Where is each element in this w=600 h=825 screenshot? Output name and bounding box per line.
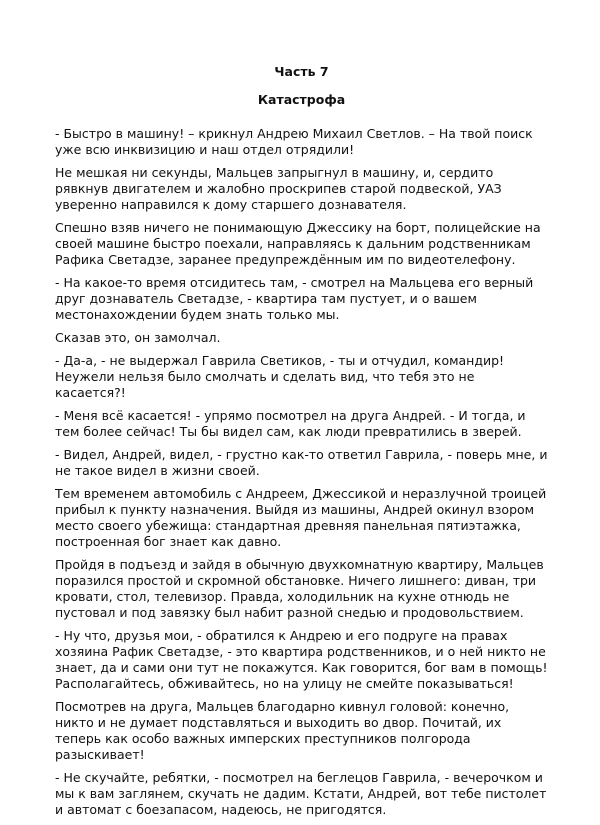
paragraph: Тем временем автомобиль с Андреем, Джессикой и неразлучной троицей прибыл к пункту назначения. Выйдя из машины, Андрей окинул взором место своего убежища: стандартная древняя панельная пятиэтажка, построенная бог знает как давно.: [55, 486, 547, 549]
chapter-title: Катастрофа: [257, 92, 346, 107]
part-title: Часть 7: [274, 64, 329, 79]
paragraph: - Да-а, - не выдержал Гаврила Светиков, - ты и отчудил, командир! Неужели нельзя было смолчать и сделать вид, что тебя это не касается?!: [55, 353, 505, 400]
paragraph: - Ну что, друзья мои, - обратился к Андрею и его подруге на правах хозяина Рафик Светадзе, - это квартира родственников, и о ней никто не знает, да и сами они тут не покажутся. Как говорится, бог вам в помощь! Располагайтесь, обживайтесь, но на улицу не смейте показываться!: [55, 628, 548, 691]
paragraph: - Быстро в машину! – крикнул Андрею Михаил Светлов. – На твой поиск уже всю инквизицию и наш отдел отрядили!: [55, 126, 533, 157]
paragraph: Спешно взяв ничего не понимающую Джессику на борт, полицейские на своей машине быстро поехали, направляясь к дальним родственникам Рафика Светадзе, заранее предупреждённым им по видеотелефону.: [55, 220, 541, 267]
document-page: [55, 64, 548, 825]
paragraph: Не мешкая ни секунды, Мальцев запрыгнул в машину, и, сердито рявкнув двигателем и жалобно проскрипев старой подвеской, УАЗ уверенно направился к дому старшего дознавателя.: [55, 165, 502, 212]
paragraph: - Меня всё касается! - упрямо посмотрел на друга Андрей. - И тогда, и тем более сейчас! Ты бы видел сам, как люди превратились в зверей.: [55, 408, 526, 439]
paragraph: Сказав это, он замолчал.: [55, 330, 221, 345]
paragraph: Посмотрев на друга, Мальцев благодарно кивнул головой: конечно, никто и не думает подставляться и выходить во двор. Почитай, их теперь как особо важных имперских преступников полгорода разыскивает!: [55, 699, 510, 762]
paragraph: - Видел, Андрей, видел, - грустно как-то ответил Гаврила, - поверь мне, и не такое видел в жизни своей.: [55, 447, 548, 478]
paragraph: - На какое-то время отсидитесь там, - смотрел на Мальцева его верный друг дознаватель Светадзе, - квартира там пустует, и о вашем местонахождении будем знать только мы.: [55, 275, 534, 322]
paragraph: - Не скучайте, ребятки, - посмотрел на беглецов Гаврила, - вечерочком и мы к вам заглянем, скучать не дадим. Кстати, Андрей, вот тебе пистолет и автомат с боезапасом, надеюсь, не пригодятся.: [55, 770, 547, 817]
body-text: [55, 126, 548, 818]
paragraph: Пройдя в подъезд и зайдя в обычную двухкомнатную квартиру, Мальцев поразился простой и скромной обстановке. Ничего лишнего: диван, три кровати, стол, телевизор. Правда, холодильник на кухне отнюдь не пустовал и под завязку был набит разной снедью и продовольствием.: [55, 557, 544, 620]
